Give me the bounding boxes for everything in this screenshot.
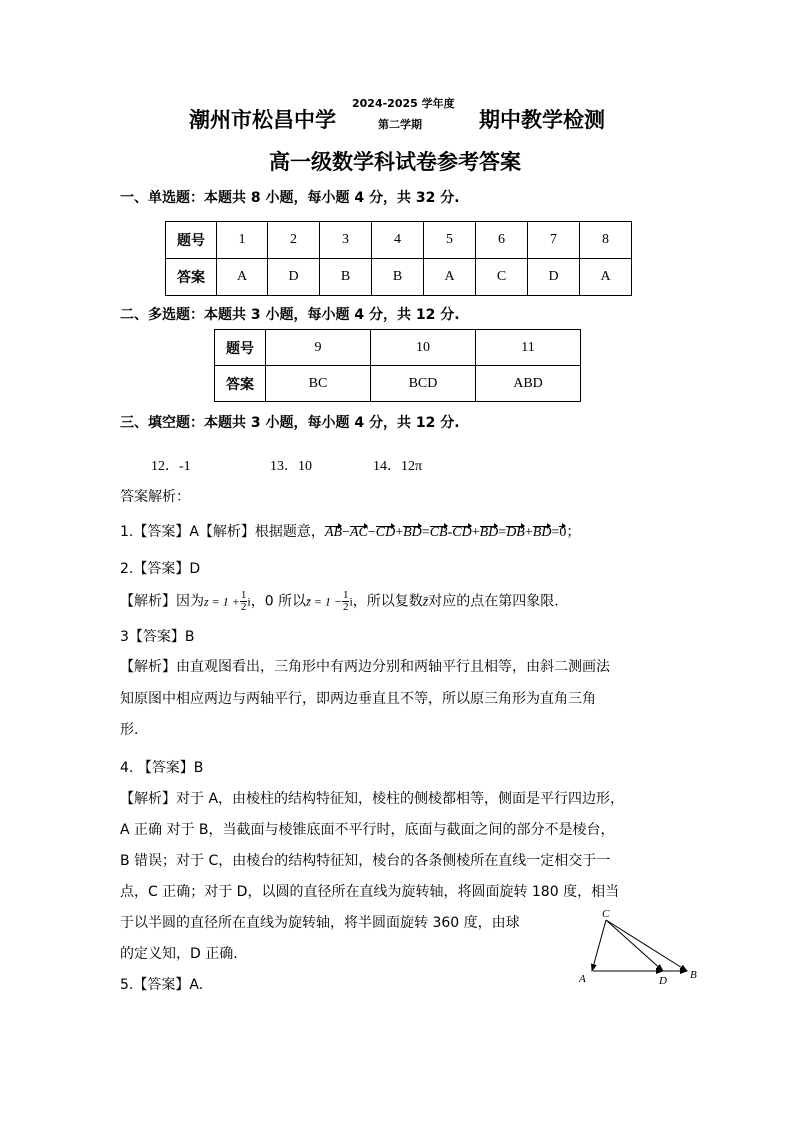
label-c: C xyxy=(602,908,610,920)
fill-blank-item xyxy=(151,455,191,475)
label-b: B xyxy=(690,969,697,981)
table-row xyxy=(166,222,632,259)
q2-text: 【解析】因为 xyxy=(120,593,204,610)
section2-heading: 二、多选题：本题共 3 小题，每小题 4 分，共 12 分. xyxy=(120,307,460,323)
semester: 第二学期 xyxy=(378,118,422,131)
answer-cell: BCD xyxy=(371,366,476,402)
q2-analysis: 【解析】因为z = 1 + $\frac{1}{2}$ i，0 所以z̄ = 1 − $\frac{1}{2}$ i，所以复数z̄对应的点在第四象限. xyxy=(120,589,559,613)
edge-cb xyxy=(606,920,687,971)
q3-analysis-line: 知原图中相应两边与两轴平行，即两边垂直且不等，所以原三角形为直角三角 xyxy=(120,691,596,707)
question-number: 3 xyxy=(320,222,372,259)
fill-blank-item xyxy=(373,455,422,475)
question-number: 8 xyxy=(580,222,632,259)
q2-answer: 2.【答案】D xyxy=(120,561,201,577)
q2-text: ，0 所以 xyxy=(250,593,307,610)
vector-cb: CB xyxy=(429,525,448,540)
row-label-answer: 答案 xyxy=(215,366,266,402)
question-number: 6 xyxy=(476,222,528,259)
answer-cell: B xyxy=(320,259,372,296)
answer-cell: D xyxy=(528,259,580,296)
fraction-half: $\frac{1}{2}$ xyxy=(342,589,349,613)
exam-name: 期中教学检测 xyxy=(479,108,605,132)
edge-cd xyxy=(606,920,663,971)
q4-analysis-line: B 错误；对于 C，由棱台的结构特征知，棱台的各条侧棱所在直线一定相交于一 xyxy=(120,853,611,869)
answer-cell: A xyxy=(580,259,632,296)
question-number: 9 xyxy=(266,330,371,366)
question-number: 2 xyxy=(268,222,320,259)
school-year: 2024-2025 学年度 xyxy=(352,97,455,110)
label-d: D xyxy=(659,975,667,987)
vector-bd: BD xyxy=(403,525,422,540)
row-label-answer: 答案 xyxy=(166,259,217,296)
q3-answer: 3【答案】B xyxy=(120,629,195,645)
question-number: 7 xyxy=(528,222,580,259)
question-number: 11 xyxy=(476,330,581,366)
triangle-figure xyxy=(570,905,705,990)
section1-heading: 一、单选题：本题共 8 小题，每小题 4 分，共 32 分. xyxy=(120,190,460,206)
label-a: A xyxy=(579,973,586,985)
q4-analysis-line: A 正确 对于 B，当截面与棱锥底面不平行时，底面与截面之间的部分不是棱台， xyxy=(120,822,615,838)
table-row xyxy=(215,330,581,366)
q4-analysis-line: 的定义知，D 正确. xyxy=(120,946,238,962)
q1-suffix: ； xyxy=(566,524,581,540)
answer-cell: A xyxy=(217,259,268,296)
vector-ac: AC xyxy=(349,525,368,540)
equation-z-conjugate: z̄ = 1 − xyxy=(306,594,342,609)
item-answer: 12π xyxy=(401,459,423,474)
table-row xyxy=(166,259,632,296)
fill-blank-item xyxy=(270,455,312,475)
item-number: 13． xyxy=(270,459,298,474)
answer-cell: BC xyxy=(266,366,371,402)
q1-analysis: 1.【答案】A【解析】根据题意，AB−AC−CD+BD=CB-CD+BD=DB+BD=0； xyxy=(120,524,581,540)
vector-bd: BD xyxy=(479,525,499,540)
q3-analysis-line: 形. xyxy=(120,722,139,738)
q4-analysis-line: 【解析】对于 A，由棱柱的结构特征知，棱柱的侧棱都相等，侧面是平行四边形， xyxy=(120,791,625,807)
q3-analysis-line: 【解析】由直观图看出，三角形中有两边分别和两轴平行且相等，由斜二测画法 xyxy=(120,659,610,675)
q1-prefix: 1.【答案】A【解析】根据题意， xyxy=(120,524,325,540)
q5-answer: 5.【答案】A. xyxy=(120,977,204,993)
section2-answer-table xyxy=(214,329,581,402)
row-label-question: 题号 xyxy=(215,330,266,366)
section1-answer-table xyxy=(165,221,632,296)
row-label-question: 题号 xyxy=(166,222,217,259)
vector-cd: CD xyxy=(452,525,472,540)
answer-cell: ABD xyxy=(476,366,581,402)
vector-db: DB xyxy=(506,525,525,540)
z-conjugate: z̄ xyxy=(422,594,429,610)
answer-cell: D xyxy=(268,259,320,296)
question-number: 5 xyxy=(424,222,476,259)
table-row xyxy=(215,366,581,402)
answer-cell: B xyxy=(372,259,424,296)
q4-analysis-line: 点，C 正确；对于 D，以圆的直径所在直线为旋转轴，将圆面旋转 180 度，相当 xyxy=(120,884,620,900)
q4-analysis-line: 于以半圆的直径所在直线为旋转轴，将半圆面旋转 360 度，由球 xyxy=(120,915,520,931)
analysis-heading: 答案解析： xyxy=(120,489,190,505)
edge-ca xyxy=(592,920,606,971)
question-number: 1 xyxy=(217,222,268,259)
item-number: 12． xyxy=(151,459,179,474)
vector-cd: CD xyxy=(375,525,396,540)
question-number: 4 xyxy=(372,222,424,259)
q4-answer: 4. 【答案】B xyxy=(120,760,204,776)
vector-bd: BD xyxy=(532,525,552,540)
school-name: 潮州市松昌中学 xyxy=(189,108,336,132)
equation-z: z = 1 + xyxy=(204,594,240,609)
section3-heading: 三、填空题：本题共 3 小题，每小题 4 分，共 12 分. xyxy=(120,415,460,431)
vector-ab: AB xyxy=(324,525,343,540)
item-answer: -1 xyxy=(179,459,191,474)
document-subtitle: 高一级数学科试卷参考答案 xyxy=(269,150,521,174)
q2-text: 对应的点在第四象限. xyxy=(428,593,559,610)
item-number: 14． xyxy=(373,459,401,474)
fraction-half: $\frac{1}{2}$ xyxy=(240,589,247,613)
item-answer: 10 xyxy=(298,459,312,474)
q2-text: ，所以复数 xyxy=(352,593,423,610)
question-number: 10 xyxy=(371,330,476,366)
zero-vector: 0 xyxy=(559,525,567,540)
answer-cell: C xyxy=(476,259,528,296)
answer-cell: A xyxy=(424,259,476,296)
